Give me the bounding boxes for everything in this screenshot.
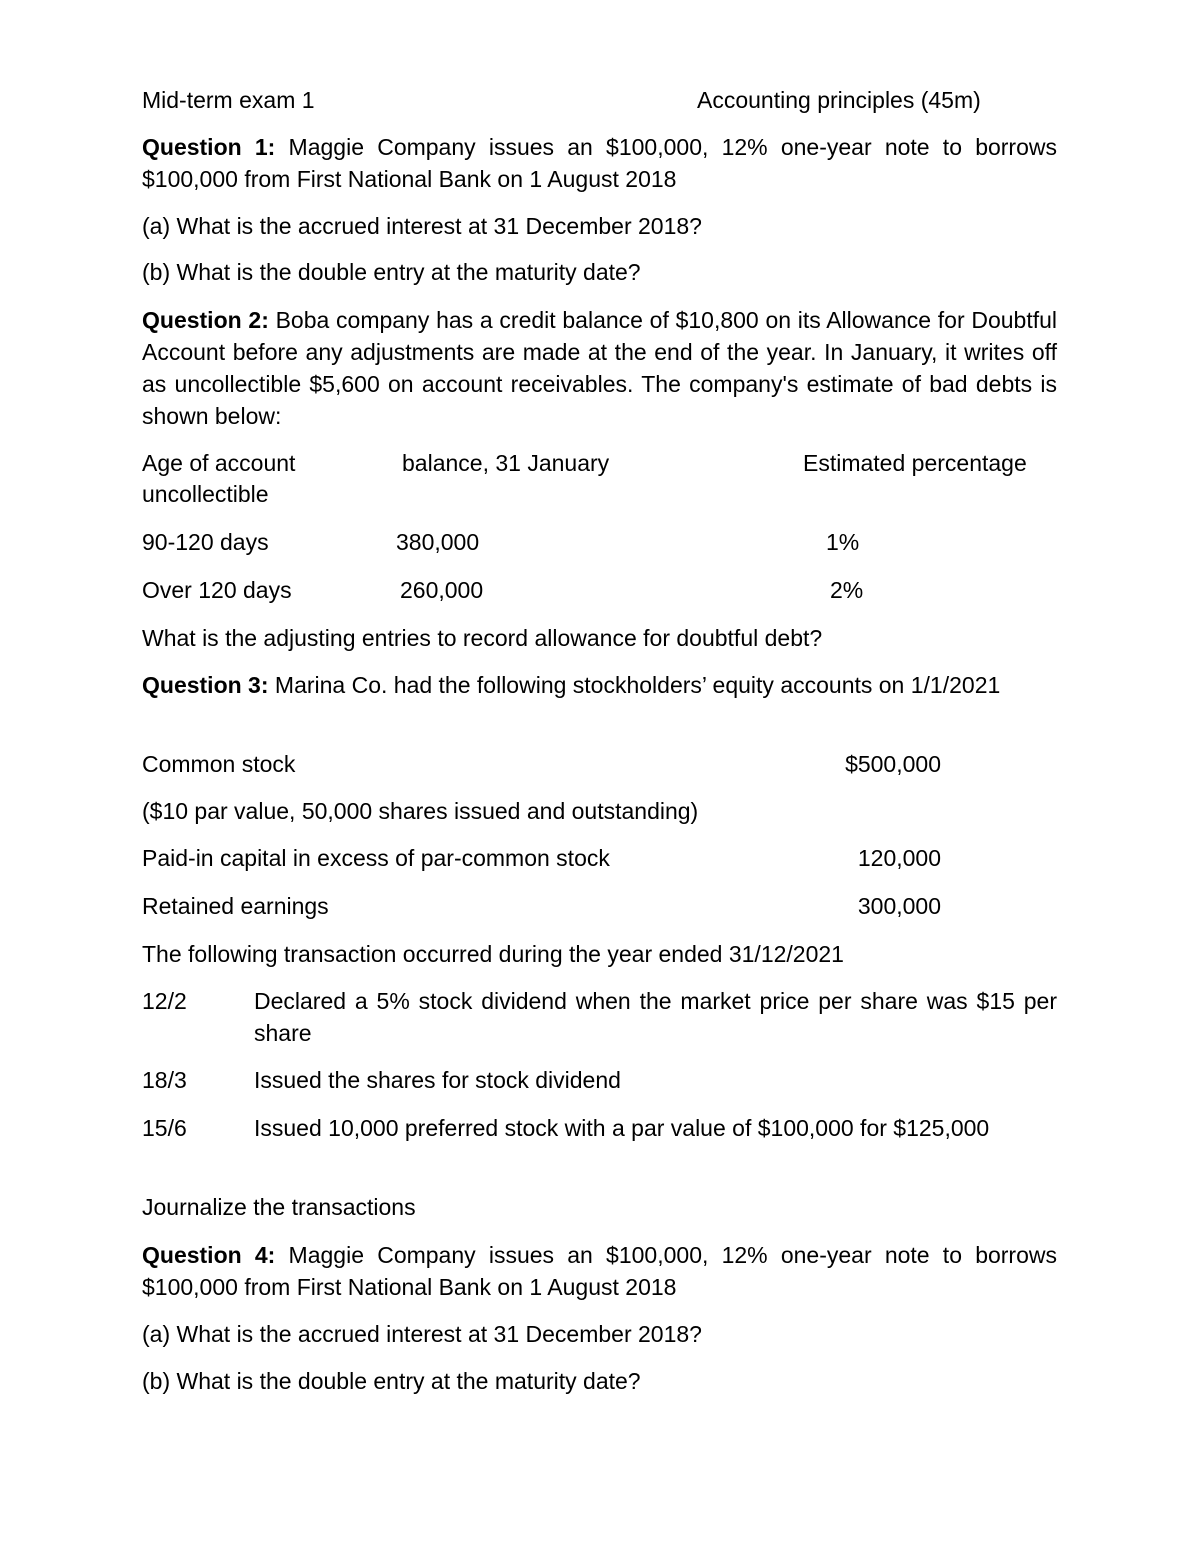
transaction-date: 12/2 [142, 988, 187, 1014]
table-cell-age: Over 120 days [142, 577, 292, 603]
question-4 [142, 1239, 1057, 1303]
question-1 [142, 131, 1057, 195]
question-label: Question 1: [142, 134, 276, 160]
account-name: Retained earnings [142, 893, 329, 919]
question-text: Boba company has a credit balance of $10,800 on its Allowance for Doubtful Account before any adjustments are made at the end of the year. In January, it writes off as uncollectible $5,600 on account receivables. The company's estimate of bad debts is shown below: [142, 307, 1058, 429]
table-cell-percentage: 2% [830, 577, 864, 603]
q3-instruction: Journalize the transactions [142, 1194, 416, 1220]
q4-part-b: (b) What is the double entry at the maturity date? [142, 1368, 641, 1394]
transaction-date: 15/6 [142, 1115, 187, 1141]
table-cell-balance: 380,000 [396, 529, 480, 555]
question-2 [142, 304, 1057, 432]
header-course: Mid-term exam 1 [142, 87, 315, 113]
table-header-percentage: Estimated percentage [803, 450, 1027, 476]
account-amount: 120,000 [857, 845, 941, 871]
account-name: Paid-in capital in excess of par-common stock [142, 845, 610, 871]
q1-part-a: (a) What is the accrued interest at 31 December 2018? [142, 213, 702, 239]
table-cell-balance: 260,000 [400, 577, 484, 603]
account-amount: 300,000 [857, 893, 941, 919]
q4-part-a: (a) What is the accrued interest at 31 December 2018? [142, 1321, 702, 1347]
question-3 [142, 669, 1057, 701]
question-label: Question 2: [142, 307, 269, 333]
transaction-text: Declared a 5% stock dividend when the market price per share was $15 per share [254, 988, 1057, 1046]
q1-part-b: (b) What is the double entry at the maturity date? [142, 259, 641, 285]
transactions-intro: The following transaction occurred during the year ended 31/12/2021 [142, 941, 844, 967]
table-header-balance: balance, 31 January [402, 450, 610, 476]
account-amount: $500,000 [845, 751, 941, 777]
question-text: Marina Co. had the following stockholders’ equity accounts on 1/1/2021 [268, 672, 1001, 698]
question-label: Question 3: [142, 672, 269, 698]
table-cell-age: 90-120 days [142, 529, 269, 555]
question-text: Maggie Company issues an $100,000, 12% one-year note to borrows $100,000 from First National Bank on 1 August 2018 [142, 134, 1057, 192]
table-cell-percentage: 1% [826, 529, 860, 555]
question-text: Maggie Company issues an $100,000, 12% one-year note to borrows $100,000 from First National Bank on 1 August 2018 [142, 1242, 1057, 1300]
table-header-age: Age of account [142, 450, 296, 476]
header-subject: Accounting principles (45m) [697, 87, 981, 113]
question-label: Question 4: [142, 1242, 276, 1268]
table-header-uncollectible: uncollectible [142, 481, 269, 507]
q2-question: What is the adjusting entries to record allowance for doubtful debt? [142, 625, 823, 651]
transaction-text: Issued the shares for stock dividend [254, 1067, 621, 1093]
transaction-date: 18/3 [142, 1067, 187, 1093]
account-name: Common stock [142, 751, 296, 777]
account-note: ($10 par value, 50,000 shares issued and outstanding) [142, 798, 699, 824]
transaction-text: Issued 10,000 preferred stock with a par value of $100,000 for $125,000 [254, 1115, 990, 1141]
